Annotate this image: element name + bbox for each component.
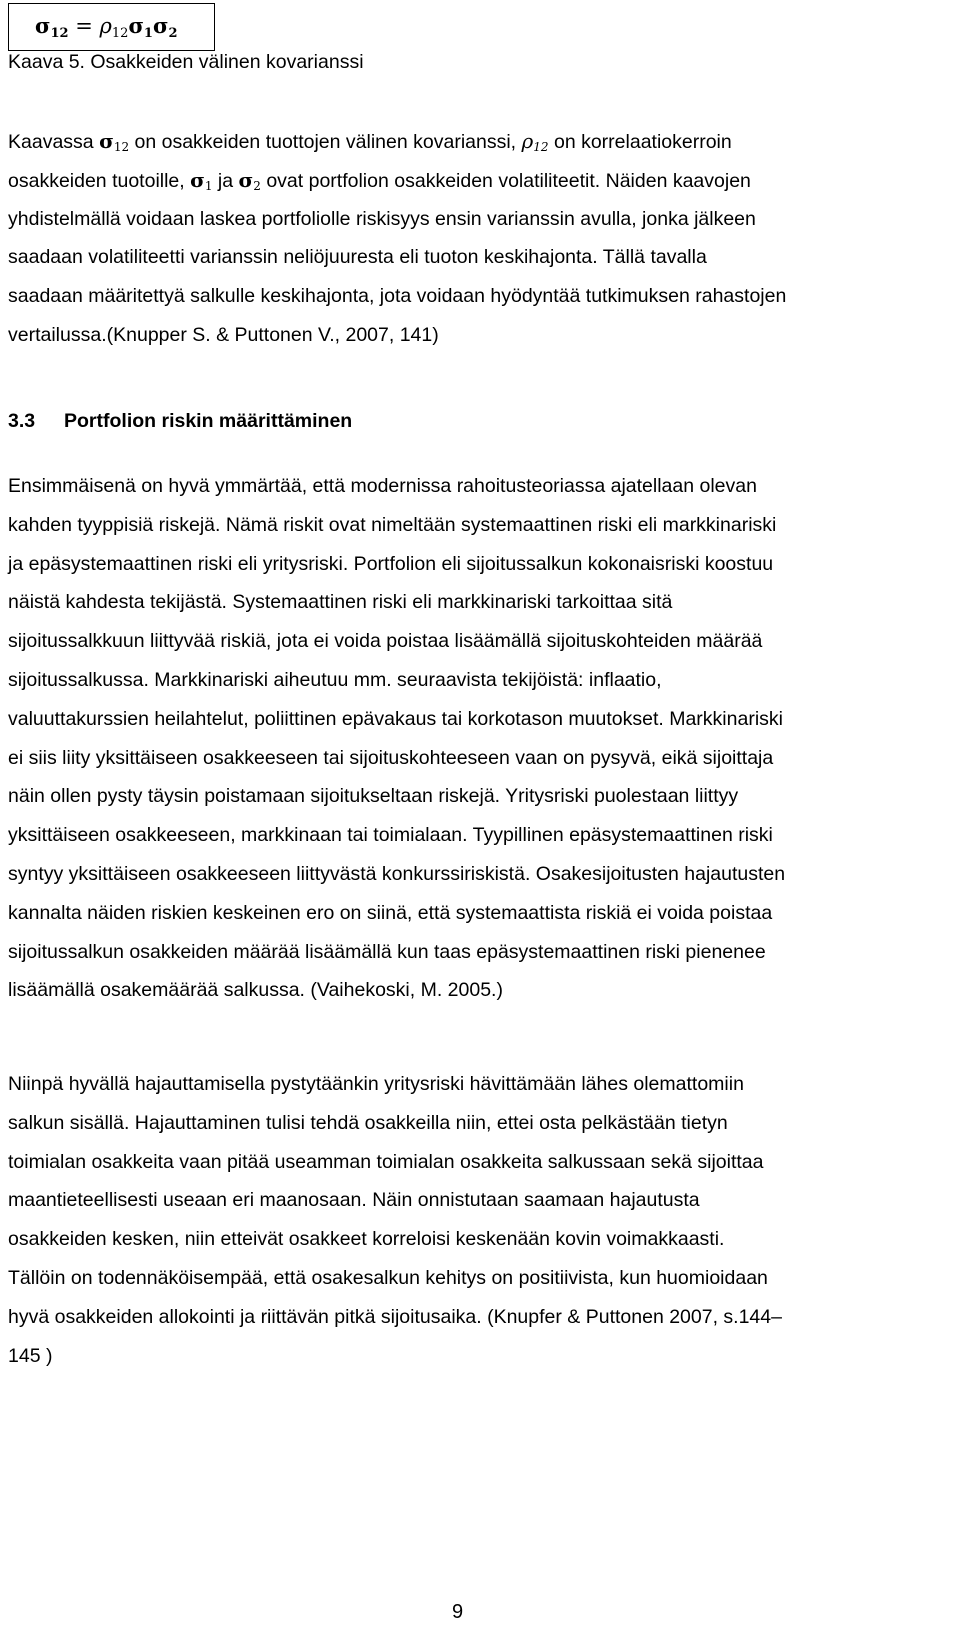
- paragraph-line: saadaan volatiliteetti varianssin neliöjuuresta eli tuoton keskihajonta. Tällä tavalla: [8, 246, 707, 269]
- math-sigma2: [239, 168, 261, 192]
- paragraph-line: sijoitussalkussa. Markkinariski aiheutuu mm. seuraavista tekijöistä: inflaatio,: [8, 668, 662, 691]
- formula-rho-sub: 12: [111, 26, 129, 41]
- paragraph-line: yhdistelmällä voidaan laskea portfoliolle riskisyys ensin varianssin avulla, jonka jälkeen: [8, 207, 756, 230]
- paragraph-line: toimialan osakkeita vaan pitää useamman toimialan osakkeita salkussaan sekä sijoittaa: [8, 1150, 764, 1173]
- paragraph-covariance: [8, 122, 958, 355]
- formula-rho: ρ: [99, 14, 112, 38]
- paragraph-line: osakkeiden kesken, niin etteivät osakkeet korreloisi keskenään kovin voimakkaasti.: [8, 1228, 725, 1251]
- paragraph-line: kannalta näiden riskien keskeinen ero on siinä, että systemaattista riskiä ei voida poistaa: [8, 901, 773, 924]
- paragraph-line: sijoitussalkkuun liittyvää riskiä, jota ei voida poistaa lisäämällä sijoituskohteiden määrää: [8, 630, 763, 653]
- paragraph-line: sijoitussalkun osakkeiden määrää lisäämällä kun taas epäsystemaattinen riski pienenee: [8, 940, 766, 963]
- formula-sigma1: σ: [128, 13, 144, 38]
- paragraph-line: Tällöin on todennäköisempää, että osakesalkun kehitys on positiivista, kun huomioidaan: [8, 1266, 768, 1289]
- paragraph-line: Niinpä hyvällä hajauttamisella pystytäänkin yritysriski hävittämään lähes olemattomiin: [8, 1073, 744, 1095]
- math-subscript: 1: [204, 178, 213, 193]
- paragraph-line: ja epäsystemaattinen riski eli yritysriski. Portfolion eli sijoitussalkun kokonaisriski koostuu: [8, 552, 774, 575]
- math-sigma: [99, 129, 129, 153]
- math-symbol: σ: [190, 167, 205, 192]
- page-number: 9: [452, 1601, 464, 1623]
- paragraph-line: Ensimmäisenä on hyvä ymmärtää, että modernissa rahoitusteoriassa ajatellaan olevan: [8, 475, 757, 497]
- paragraph-line: lisäämällä osakemäärää salkussa. (Vaihekoski, M. 2005.): [8, 979, 503, 1002]
- math-symbol: ρ: [521, 129, 534, 153]
- paragraph-line: kahden tyyppisiä riskejä. Nämä riskit ovat nimeltään systemaattinen riski eli markkinariski: [8, 513, 777, 536]
- paragraph-line: näistä kahdesta tekijästä. Systemaattinen riski eli markkinariski tarkoittaa sitä: [8, 591, 673, 614]
- paragraph-risk-types: [8, 467, 958, 1010]
- section-number: 3.3: [8, 410, 36, 432]
- formula-sigma2: σ: [152, 13, 169, 38]
- formula-sigma2-sub: 2: [168, 26, 178, 41]
- paragraph-line: [8, 161, 958, 200]
- paragraph-line: syntyy yksittäiseen osakkeeseen liittyvästä konkurssiriskistä. Osakesijoitusten hajautusten: [8, 862, 786, 885]
- paragraph-line: maantieteellisesti useaan eri maanosaan. Näin onnistutaan saamaan hajautusta: [8, 1189, 700, 1212]
- math-symbol: σ: [99, 129, 114, 153]
- paragraph-line: valuuttakurssien heilahtelut, poliittinen epävakaus tai korkotason muutokset. Markkinariski: [8, 707, 783, 730]
- paragraph-line: saadaan määritettyä salkulle keskihajonta, jota voidaan hyödyntää tutkimuksen rahastojen: [8, 285, 787, 308]
- text-run: on osakkeiden tuottojen välinen kovarianssi,: [129, 131, 522, 153]
- section-title: Portfolion riskin määrittäminen: [64, 410, 353, 432]
- paragraph-line: vertailussa.(Knupper S. & Puttonen V., 2007, 141): [8, 323, 439, 346]
- math-subscript: 12: [113, 140, 130, 154]
- math-subscript: 12: [533, 140, 549, 154]
- paragraph-line: ei siis liity yksittäiseen osakkeeseen tai sijoituskohteeseen vaan on pysyvä, eikä sijoittaja: [8, 746, 774, 769]
- text-run: on korrelaatiokerroin: [548, 131, 732, 153]
- paragraph-line: hyvä osakkeiden allokointi ja riittävän pitkä sijoitusaika. (Knupfer & Puttonen 2007, s.144–: [8, 1305, 782, 1328]
- math-sigma1: [190, 168, 212, 192]
- paragraph-line: yksittäiseen osakkeeseen, markkinaan tai toimialaan. Tyypillinen epäsystemaattinen riski: [8, 824, 773, 847]
- formula-equals: =: [68, 14, 100, 38]
- paragraph-line: salkun sisällä. Hajauttaminen tulisi tehdä osakkeilla niin, ettei osta pelkästään tietyn: [8, 1111, 728, 1134]
- paragraph-line: 145 ): [8, 1344, 53, 1367]
- formula-box: [8, 3, 215, 51]
- text-run: Kaavassa: [8, 131, 100, 153]
- formula-sigma1-sub: 1: [143, 26, 153, 41]
- formula-sigma: σ: [35, 13, 51, 38]
- paragraph-diversification: [8, 1065, 958, 1375]
- section-heading: [8, 408, 352, 434]
- math-rho: [522, 129, 549, 153]
- text-run: ovat portfolion osakkeiden volatiliteetit. Näiden kaavojen: [260, 169, 751, 192]
- paragraph-line: näin ollen pysty täysin poistamaan sijoitukseltaan riskejä. Yritysriski puolestaan liittyy: [8, 785, 739, 808]
- formula-sigma-sub: 12: [50, 26, 69, 41]
- text-run: ja: [212, 169, 239, 192]
- text-run: osakkeiden tuotoille,: [8, 169, 191, 192]
- math-symbol: σ: [238, 167, 254, 192]
- formula-caption: Kaava 5. Osakkeiden välinen kovarianssi: [8, 51, 364, 73]
- math-subscript: 2: [253, 178, 261, 193]
- paragraph-line: [8, 122, 958, 161]
